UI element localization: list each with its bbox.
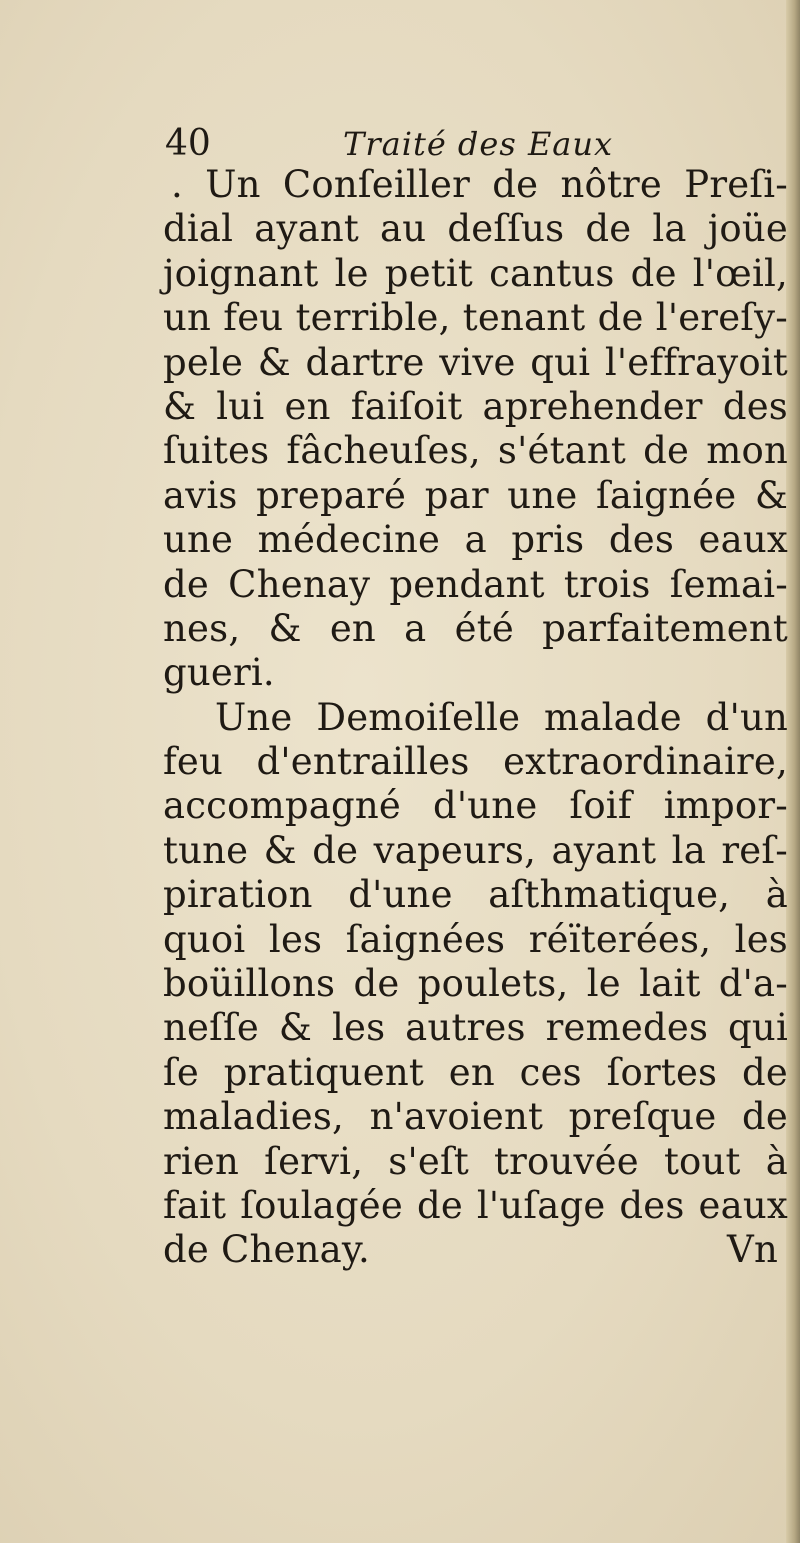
last-line-row <box>163 1228 788 1272</box>
text-line: dial ayant au deſſus de la joüe <box>163 207 788 251</box>
text-line: rien ſervi, s'eſt trouvée tout à <box>163 1139 788 1183</box>
text-line: joignant le petit cantus de l'œil, <box>163 251 788 295</box>
text-line: pele & dartre vive qui l'effrayoit <box>163 340 788 384</box>
text-line: ſuites fâcheuſes, s'étant de mon <box>163 429 788 473</box>
text-line: ſe pratiquent en ces ſortes de <box>163 1050 788 1094</box>
running-title: Traité des Eaux <box>343 125 614 163</box>
text-line: . Un Conſeiller de nôtre Preſi- <box>171 163 788 206</box>
page-edge <box>786 0 800 1543</box>
text-line: neſſe & les autres remedes qui <box>163 1006 788 1050</box>
text-line: maladies, n'avoient preſque de <box>163 1095 788 1139</box>
text-line: fait ſoulagée de l'uſage des eaux <box>163 1183 788 1227</box>
text-line: boüillons de poulets, le lait d'a- <box>163 962 788 1006</box>
text-line: & lui en faiſoit aprehender des <box>163 384 788 428</box>
text-line: une médecine a pris des eaux <box>163 518 788 562</box>
catchword: Vn <box>727 1228 778 1272</box>
text-line: Une Demoiſelle malade d'un <box>215 695 788 739</box>
text-line: avis preparé par une ſaignée & <box>163 473 788 517</box>
text-line: de Chenay. <box>163 1228 371 1272</box>
text-line: tune & de vapeurs, ayant la reſ- <box>163 828 788 872</box>
text-line: nes, & en a été parfaitement <box>163 606 788 650</box>
text-line: quoi les ſaignées réïterées, les <box>163 917 788 961</box>
text-line: feu d'entrailles extraordinaire, <box>163 740 788 784</box>
body-text <box>163 163 788 1273</box>
text-line: accompagné d'une ſoif impor- <box>163 784 788 828</box>
text-line: de Chenay pendant trois ſemai- <box>163 562 788 606</box>
page-header <box>165 122 785 166</box>
text-line: gueri. <box>163 651 275 695</box>
text-line: un feu terrible, tenant de l'ereſy- <box>163 296 788 340</box>
text-line: piration d'une aſthmatique, à <box>163 873 788 917</box>
page-number: 40 <box>165 123 211 164</box>
